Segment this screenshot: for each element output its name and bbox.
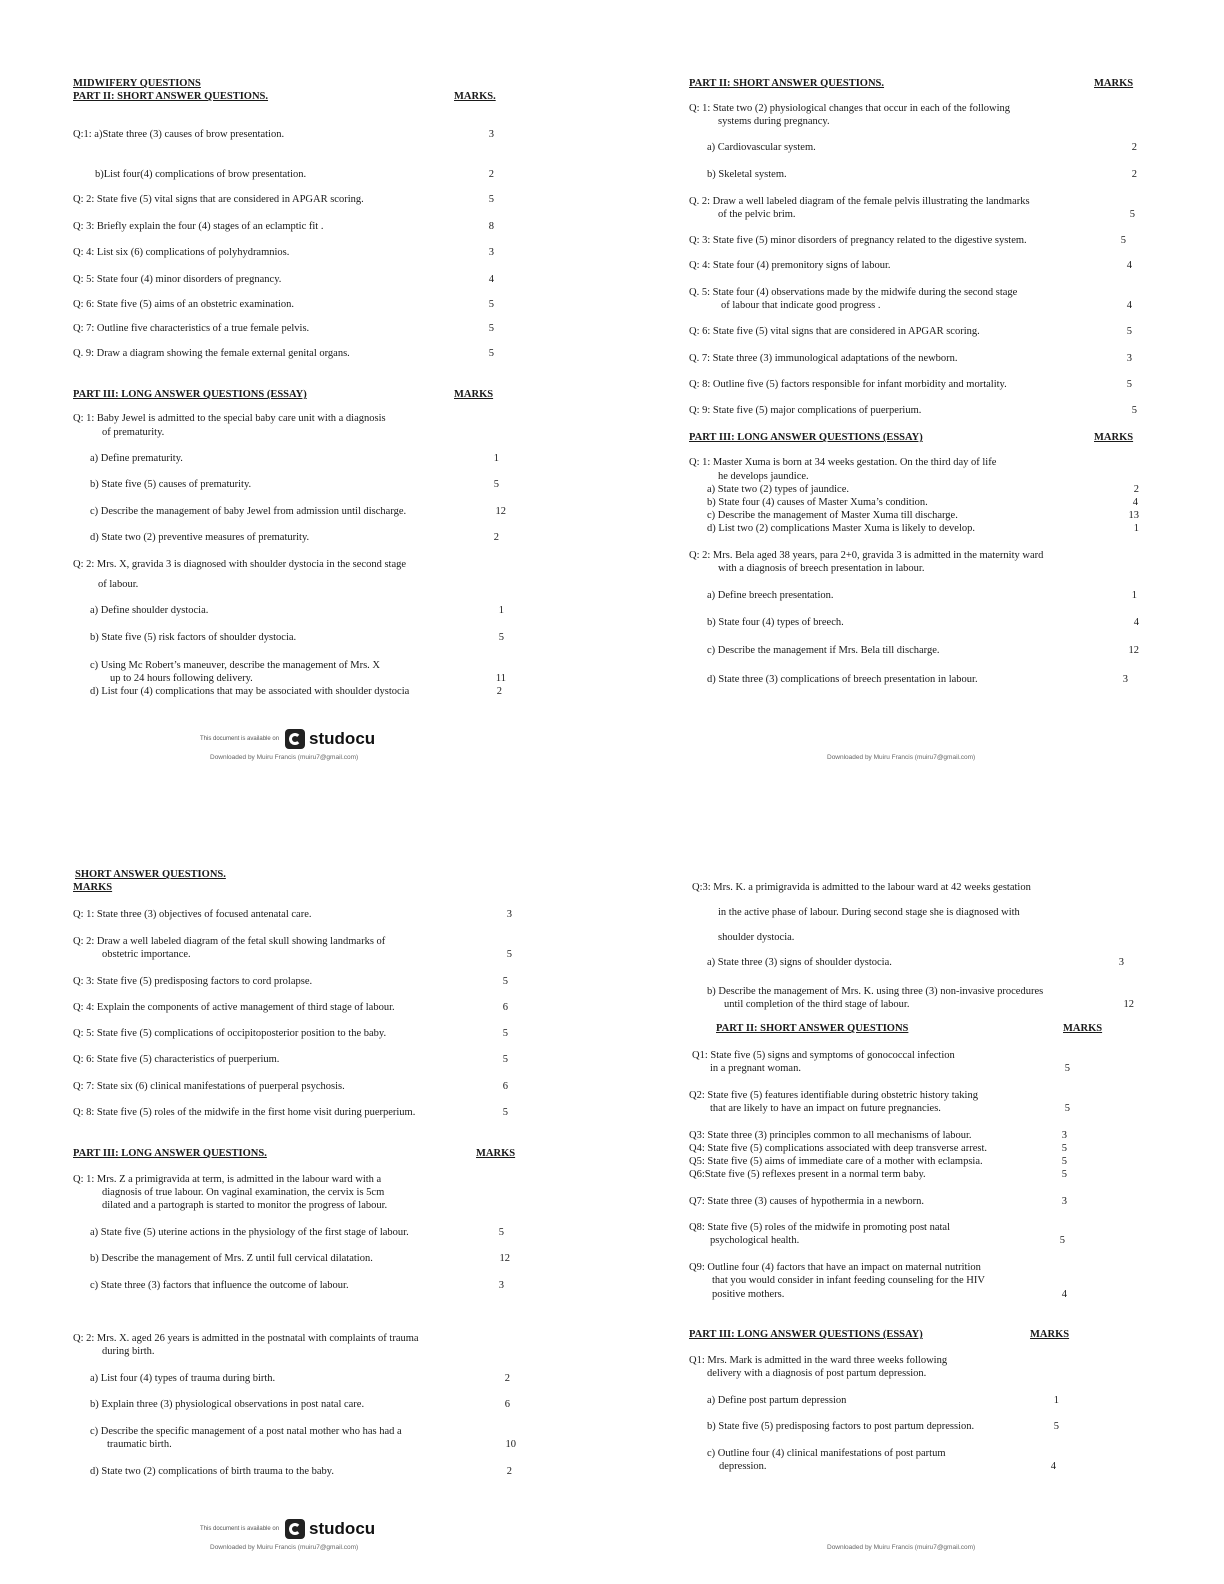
question-marks: 3	[488, 129, 494, 140]
question-text: Q5: State five (5) aims of immediate care of a mother with eclampsia.	[689, 1156, 983, 1167]
essay-text: a) State five (5) uterine actions in the physiology of the first stage of labour.	[90, 1227, 409, 1238]
document-title: MIDWIFERY QUESTIONS	[73, 78, 201, 89]
essay-text: diagnosis of true labour. On vaginal examination, the cervix is 5cm	[102, 1187, 385, 1198]
available-on-text: This document is available on	[200, 736, 280, 742]
question-text: Q: 9: State five (5) major complications of puerperium.	[689, 405, 922, 416]
question-marks: 5	[1129, 209, 1135, 220]
download-footer: Downloaded by Muiru Francis (muiru7@gmail.com)	[827, 1544, 976, 1551]
essay-text: d) State three (3) complications of breech presentation in labour.	[707, 674, 978, 685]
question-text: Q: 3: Briefly explain the four (4) stages of an eclamptic fit .	[73, 221, 324, 232]
essay-text: delivery with a diagnosis of post partum depression.	[707, 1368, 927, 1379]
essay-marks: 5	[498, 1227, 504, 1238]
question-marks: 3	[488, 247, 494, 258]
question-marks: 2	[488, 169, 494, 180]
section-heading: PART II: SHORT ANSWER QUESTIONS	[716, 1023, 909, 1034]
question-marks: 5	[506, 949, 512, 960]
essay-text: a) State two (2) types of jaundice.	[707, 484, 849, 495]
essay-marks: 12	[499, 1253, 510, 1264]
question-marks: 5	[488, 348, 494, 359]
question-text: Q: 3: State five (5) predisposing factors to cord prolapse.	[73, 976, 313, 987]
question-text: b) Describe the management of Mrs. K. using three (3) non-invasive procedures	[707, 986, 1044, 997]
question-marks: 5	[502, 1054, 508, 1065]
question-text: obstetric importance.	[102, 949, 191, 960]
question-text: in the active phase of labour. During second stage she is diagnosed with	[718, 907, 1020, 918]
question-marks: 3	[1126, 353, 1132, 364]
question-text: Q:3: Mrs. K. a primigravida is admitted to the labour ward at 42 weeks gestation	[692, 882, 1031, 893]
essay-text: b) State five (5) causes of prematurity.	[90, 479, 252, 490]
essay-text: traumatic birth.	[107, 1439, 172, 1450]
question-marks: 5	[1059, 1235, 1065, 1246]
logo-text: studocu	[309, 1519, 376, 1538]
question-text: Q7: State three (3) causes of hypothermia in a newborn.	[689, 1196, 925, 1207]
section-heading: PART II: SHORT ANSWER QUESTIONS.	[689, 78, 885, 89]
essay-text: b) State five (5) risk factors of shoulder dystocia.	[90, 632, 297, 643]
question-text: Q1: State five (5) signs and symptoms of gonococcal infection	[692, 1050, 955, 1061]
essay-text: c) Using Mc Robert’s maneuver, describe the management of Mrs. X	[90, 660, 380, 671]
question-text: of the pelvic brim.	[718, 209, 796, 220]
essay-text: c) Describe the management of baby Jewel from admission until discharge.	[90, 506, 407, 517]
download-footer: Downloaded by Muiru Francis (muiru7@gmail.com)	[210, 754, 359, 761]
essay-text: b) State four (4) types of breech.	[707, 617, 844, 628]
essay-text: of prematurity.	[102, 427, 165, 438]
question-text: Q: 5: State four (4) minor disorders of pregnancy.	[73, 274, 282, 285]
essay-text: b) Describe the management of Mrs. Z until full cervical dilatation.	[90, 1253, 373, 1264]
essay-text: with a diagnosis of breech presentation in labour.	[718, 563, 925, 574]
essay-marks: 4	[1132, 497, 1138, 508]
essay-marks: 10	[505, 1439, 516, 1450]
question-text: Q: 1: State three (3) objectives of focused antenatal care.	[73, 909, 312, 920]
question-text: shoulder dystocia.	[718, 932, 795, 943]
essay-text: up to 24 hours following delivery.	[110, 673, 253, 684]
question-marks: 5	[502, 1107, 508, 1118]
question-marks: 3	[506, 909, 512, 920]
question-marks: 5	[488, 323, 494, 334]
question-marks: 5	[488, 299, 494, 310]
question-text: Q: 3: State five (5) minor disorders of pregnancy related to the digestive system.	[689, 235, 1027, 246]
question-text: Q. 7: State three (3) immunological adaptations of the newborn.	[689, 353, 958, 364]
essay-text: d) List two (2) complications Master Xuma is likely to develop.	[707, 523, 975, 534]
essay-text: Q: 1: Mrs. Z a primigravida at term, is admitted in the labour ward with a	[73, 1174, 382, 1185]
essay-text: d) List four (4) complications that may be associated with shoulder dystocia	[90, 686, 410, 697]
question-text: Q9: Outline four (4) factors that have an impact on maternal nutrition	[689, 1262, 981, 1273]
question-marks: 5	[502, 1028, 508, 1039]
essay-marks: 1	[1133, 523, 1139, 534]
studocu-logo	[200, 1519, 375, 1539]
question-text: Q: 8: State five (5) roles of the midwife in the first home visit during puerperium.	[73, 1107, 416, 1118]
essay-marks: 2	[493, 532, 499, 543]
question-text: Q: 1: State two (2) physiological changes that occur in each of the following	[689, 103, 1011, 114]
marks-heading: MARKS	[73, 882, 113, 893]
question-marks: 5	[502, 976, 508, 987]
question-text: Q2: State five (5) features identifiable during obstetric history taking	[689, 1090, 978, 1101]
essay-marks: 2	[496, 686, 502, 697]
download-footer: Downloaded by Muiru Francis (muiru7@gmail.com)	[210, 1544, 359, 1551]
question-marks: 5	[1126, 379, 1132, 390]
essay-text: depression.	[719, 1461, 767, 1472]
question-text: Q: 4: List six (6) complications of polyhydramnios.	[73, 247, 290, 258]
question-text: Q: 5: State five (5) complications of occipitoposterior position to the baby.	[73, 1028, 387, 1039]
question-marks: 5	[1061, 1169, 1067, 1180]
question-text: Q: 6: State five (5) aims of an obstetric examination.	[73, 299, 295, 310]
essay-text: Q: 2: Mrs. X, gravida 3 is diagnosed with shoulder dystocia in the second stage	[73, 559, 407, 570]
question-marks: 2	[1131, 169, 1137, 180]
question-text: Q:1: a)State three (3) causes of brow presentation.	[73, 129, 285, 140]
essay-marks: 2	[1133, 484, 1139, 495]
essay-text: c) Outline four (4) clinical manifestations of post partum	[707, 1448, 946, 1459]
question-text: psychological health.	[710, 1235, 800, 1246]
question-text: in a pregnant woman.	[710, 1063, 801, 1074]
essay-marks: 5	[498, 632, 504, 643]
question-text: Q8: State five (5) roles of the midwife in promoting post natal	[689, 1222, 950, 1233]
essay-text: he develops jaundice.	[718, 471, 809, 482]
question-marks: 5	[1061, 1143, 1067, 1154]
question-text: Q6:State five (5) reflexes present in a normal term baby.	[689, 1169, 926, 1180]
question-marks: 5	[1064, 1103, 1070, 1114]
essay-text: Q: 2: Mrs. Bela aged 38 years, para 2+0, gravida 3 is admitted in the maternity ward	[689, 550, 1044, 561]
question-text: of labour that indicate good progress .	[721, 300, 881, 311]
marks-heading: MARKS	[1030, 1329, 1070, 1340]
question-marks: 2	[1131, 142, 1137, 153]
essay-text: d) State two (2) preventive measures of prematurity.	[90, 532, 310, 543]
question-text: systems during pregnancy.	[718, 116, 830, 127]
essay-marks: 11	[495, 673, 506, 684]
essay-text: c) Describe the management of Master Xuma till discharge.	[707, 510, 958, 521]
essay-marks: 3	[498, 1280, 504, 1291]
section-heading: SHORT ANSWER QUESTIONS.	[75, 869, 226, 880]
question-text: Q. 5: State four (4) observations made by the midwife during the second stage	[689, 287, 1018, 298]
essay-marks: 5	[1053, 1421, 1059, 1432]
essay-text: a) List four (4) types of trauma during birth.	[90, 1373, 276, 1384]
question-marks: 6	[502, 1002, 508, 1013]
essay-marks: 4	[1050, 1461, 1056, 1472]
question-text: Q: 6: State five (5) characteristics of puerperium.	[73, 1054, 280, 1065]
essay-text: a) Define breech presentation.	[707, 590, 834, 601]
question-text: Q: 2: Draw a well labeled diagram of the fetal skull showing landmarks of	[73, 936, 386, 947]
section-heading: PART II: SHORT ANSWER QUESTIONS.	[73, 91, 269, 102]
question-marks: 5	[488, 194, 494, 205]
question-marks: 4	[488, 274, 494, 285]
essay-marks: 1	[1131, 590, 1137, 601]
question-text: b) Skeletal system.	[707, 169, 787, 180]
essay-marks: 1	[1053, 1395, 1059, 1406]
essay-marks: 1	[498, 605, 504, 616]
question-text: Q. 9: Draw a diagram showing the female external genital organs.	[73, 348, 350, 359]
question-text: b)List four(4) complications of brow presentation.	[95, 169, 307, 180]
marks-heading: MARKS.	[454, 91, 496, 102]
question-marks: 4	[1126, 300, 1132, 311]
question-marks: 5	[1126, 326, 1132, 337]
marks-heading: MARKS	[1094, 78, 1134, 89]
question-marks: 4	[1061, 1289, 1067, 1300]
question-marks: 5	[1064, 1063, 1070, 1074]
essay-text: b) Explain three (3) physiological observations in post natal care.	[90, 1399, 365, 1410]
question-marks: 5	[1061, 1156, 1067, 1167]
question-text: until completion of the third stage of labour.	[724, 999, 910, 1010]
logo-text: studocu	[309, 729, 376, 748]
essay-text: dilated and a partograph is started to monitor the progress of labour.	[102, 1200, 388, 1211]
essay-text: c) Describe the specific management of a post natal mother who has had a	[90, 1426, 402, 1437]
question-text: Q: 2: State five (5) vital signs that are considered in APGAR scoring.	[73, 194, 364, 205]
question-text: Q3: State three (3) principles common to all mechanisms of labour.	[689, 1130, 972, 1141]
question-marks: 3	[1061, 1130, 1067, 1141]
essay-marks: 1	[493, 453, 499, 464]
question-text: Q4: State five (5) complications associated with deep transverse arrest.	[689, 1143, 987, 1154]
essay-text: b) State five (5) predisposing factors to post partum depression.	[707, 1421, 975, 1432]
essay-text: a) Define shoulder dystocia.	[90, 605, 209, 616]
question-text: Q: 7: Outline five characteristics of a true female pelvis.	[73, 323, 310, 334]
essay-text: Q: 1: Master Xuma is born at 34 weeks gestation. On the third day of life	[689, 457, 997, 468]
question-text: that you would consider in infant feeding counseling for the HIV	[712, 1275, 985, 1286]
question-text: Q: 6: State five (5) vital signs that are considered in APGAR scoring.	[689, 326, 980, 337]
essay-marks: 2	[506, 1466, 512, 1477]
essay-text: b) State four (4) causes of Master Xuma’s condition.	[707, 497, 928, 508]
section-heading: PART III: LONG ANSWER QUESTIONS (ESSAY)	[689, 432, 923, 443]
essay-marks: 13	[1128, 510, 1139, 521]
question-marks: 12	[1123, 999, 1134, 1010]
essay-text: Q: 1: Baby Jewel is admitted to the special baby care unit with a diagnosis	[73, 413, 386, 424]
essay-text: Q: 2: Mrs. X. aged 26 years is admitted in the postnatal with complaints of trauma	[73, 1333, 419, 1344]
essay-text: d) State two (2) complications of birth trauma to the baby.	[90, 1466, 334, 1477]
essay-marks: 2	[504, 1373, 510, 1384]
essay-marks: 6	[504, 1399, 510, 1410]
marks-heading: MARKS	[454, 389, 494, 400]
essay-marks: 3	[1122, 674, 1128, 685]
essay-marks: 5	[493, 479, 499, 490]
section-heading: PART III: LONG ANSWER QUESTIONS.	[73, 1148, 267, 1159]
question-marks: 5	[1131, 405, 1137, 416]
marks-heading: MARKS	[1063, 1023, 1103, 1034]
available-on-text: This document is available on	[200, 1526, 280, 1532]
section-heading: PART III: LONG ANSWER QUESTIONS (ESSAY)	[73, 389, 307, 400]
question-text: a) Cardiovascular system.	[707, 142, 816, 153]
question-marks: 5	[1120, 235, 1126, 246]
question-marks: 3	[1118, 957, 1124, 968]
studocu-icon	[285, 1519, 305, 1539]
essay-text: Q1: Mrs. Mark is admitted in the ward three weeks following	[689, 1355, 948, 1366]
essay-marks: 4	[1133, 617, 1139, 628]
question-text: positive mothers.	[712, 1289, 785, 1300]
question-text: Q: 4: Explain the components of active management of third stage of labour.	[73, 1002, 395, 1013]
essay-marks: 12	[495, 506, 506, 517]
question-marks: 6	[502, 1081, 508, 1092]
essay-text: a) Define prematurity.	[90, 453, 183, 464]
marks-heading: MARKS	[476, 1148, 516, 1159]
essay-marks: 12	[1128, 645, 1139, 656]
studocu-logo	[200, 729, 375, 749]
question-text: Q: 4: State four (4) premonitory signs of labour.	[689, 260, 891, 271]
marks-heading: MARKS	[1094, 432, 1134, 443]
question-marks: 8	[488, 221, 494, 232]
question-text: Q: 8: Outline five (5) factors responsible for infant morbidity and mortality.	[689, 379, 1007, 390]
question-text: a) State three (3) signs of shoulder dystocia.	[707, 957, 892, 968]
question-marks: 3	[1061, 1196, 1067, 1207]
essay-text: c) Describe the management if Mrs. Bela till discharge.	[707, 645, 940, 656]
question-text: that are likely to have an impact on future pregnancies.	[710, 1103, 941, 1114]
question-text: Q. 2: Draw a well labeled diagram of the female pelvis illustrating the landmarks	[689, 196, 1030, 207]
question-text: Q: 7: State six (6) clinical manifestations of puerperal psychosis.	[73, 1081, 345, 1092]
essay-text: a) Define post partum depression	[707, 1395, 847, 1406]
section-heading: PART III: LONG ANSWER QUESTIONS (ESSAY)	[689, 1329, 923, 1340]
download-footer: Downloaded by Muiru Francis (muiru7@gmail.com)	[827, 754, 976, 761]
essay-text: c) State three (3) factors that influence the outcome of labour.	[90, 1280, 349, 1291]
studocu-icon	[285, 729, 305, 749]
essay-text: during birth.	[102, 1346, 155, 1357]
question-marks: 4	[1126, 260, 1132, 271]
essay-text: of labour.	[98, 579, 139, 590]
